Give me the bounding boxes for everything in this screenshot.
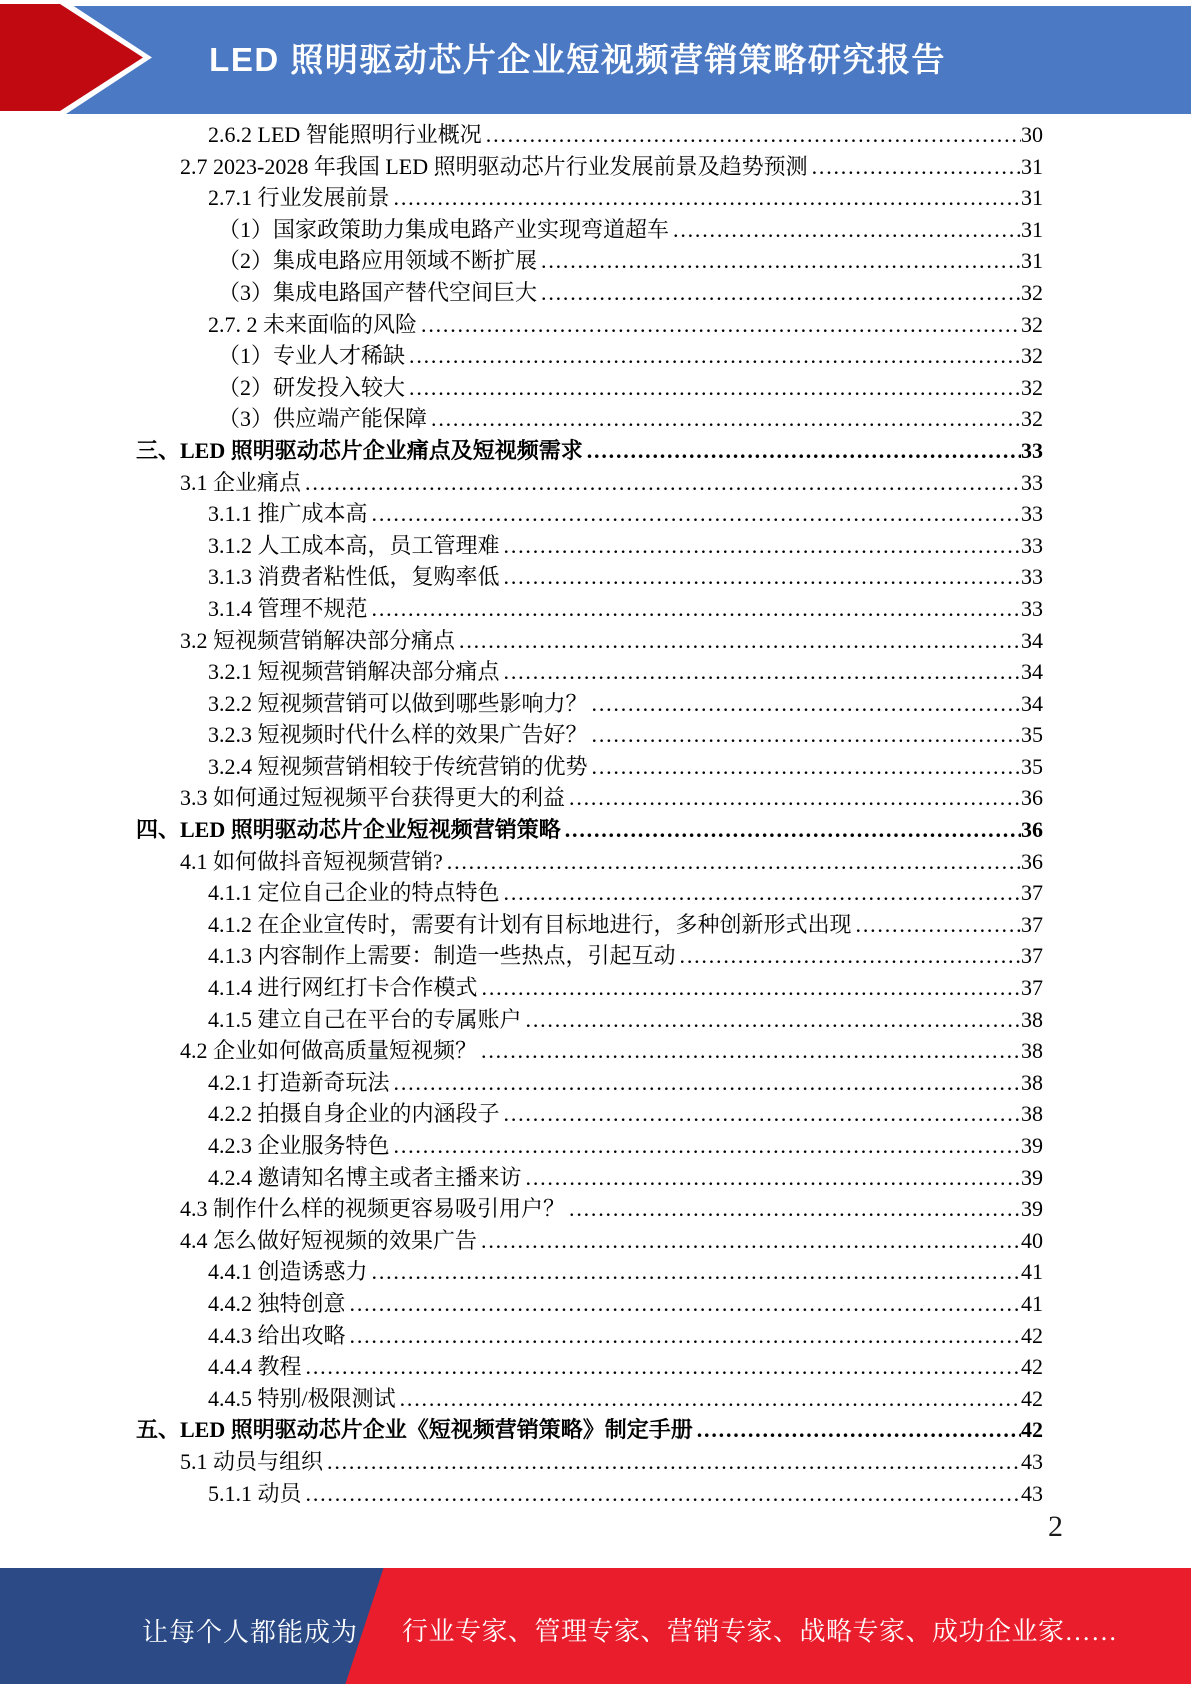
toc-entry-page: 38 [1021,1006,1043,1032]
toc-entry-page: 42 [1021,1417,1043,1443]
toc-entry [136,309,1043,341]
toc-entry-page: 34 [1021,690,1043,716]
toc-entry-label: 3.1.2 人工成本高，员工管理难 [208,532,500,558]
toc-dot-leader [522,1162,1021,1194]
toc-entry-page: 37 [1021,880,1043,906]
toc-entry-label: 3.2 短视频营销解决部分痛点 [180,627,456,653]
toc-entry-label: 三、LED 照明驱动芯片企业痛点及短视频需求 [136,437,583,463]
toc-entry-label: 4.2.3 企业服务特色 [208,1133,390,1158]
toc-dot-leader [500,1098,1021,1130]
toc-entry [136,498,1043,530]
toc-entry [136,782,1043,814]
toc-entry-page: 39 [1021,1164,1043,1190]
toc-entry-page: 30 [1021,122,1043,147]
toc-entry-label: 4.2.1 打造新奇玩法 [208,1069,390,1095]
toc-entry [136,656,1043,688]
toc-dot-leader [669,214,1021,246]
toc-entry-page: 33 [1021,532,1043,558]
toc-dot-leader [302,1351,1021,1383]
toc-entry-page: 42 [1021,1354,1043,1380]
toc-entry [136,151,1043,183]
toc-entry-page: 31 [1021,185,1043,211]
report-title: LED 照明驱动芯片企业短视频营销策略研究报告 [209,41,946,78]
toc-dot-leader [583,435,1021,467]
toc-entry-page: 31 [1021,248,1043,274]
toc-entry-label: 5.1 动员与组织 [180,1448,324,1474]
toc-entry-page: 38 [1021,1101,1043,1127]
toc-entry [136,846,1043,878]
toc-entry-page: 38 [1021,1038,1043,1064]
toc-entry [136,1256,1043,1288]
toc-dot-leader [323,1446,1021,1478]
toc-entry-page: 37 [1021,943,1043,969]
toc-entry-label: 4.4.5 特别/极限测试 [208,1385,396,1411]
toc-entry [136,1130,1043,1162]
toc-entry [136,940,1043,972]
toc-entry-page: 37 [1021,911,1043,937]
toc-entry-page: 32 [1021,311,1043,337]
toc-entry-page: 39 [1021,1133,1043,1158]
toc-entry-label: 五、LED 照明驱动芯片企业《短视频营销策略》制定手册 [136,1417,693,1443]
toc-entry-label: 4.2.4 邀请知名博主或者主播来访 [208,1164,522,1190]
toc-dot-leader [477,1225,1021,1257]
toc-entry-label: （1）专业人才稀缺 [218,343,406,369]
toc-entry-label: 4.4.2 独特创意 [208,1290,346,1316]
footer-slogan-right: 行业专家、管理专家、营销专家、战略专家、成功企业家…… [402,1617,1118,1646]
toc-entry-page: 43 [1021,1480,1043,1506]
toc-entry [136,1288,1043,1320]
toc-entry-page: 33 [1021,564,1043,590]
toc-entry-page: 34 [1021,627,1043,653]
toc-dot-leader [565,1193,1021,1225]
toc-entry [136,625,1043,657]
toc-dot-leader [301,467,1021,499]
toc-entry [136,245,1043,277]
toc-entry-label: 4.2.2 拍摄自身企业的内涵段子 [208,1101,500,1127]
toc-entry-page: 32 [1021,279,1043,305]
toc-entry-page: 32 [1021,374,1043,400]
toc-entry [136,1414,1043,1446]
toc-entry [136,814,1043,846]
toc-entry [136,972,1043,1004]
toc-entry [136,119,1043,151]
toc-entry [136,1383,1043,1415]
toc-dot-leader [561,814,1021,846]
toc-entry [136,1225,1043,1257]
toc-dot-leader [368,593,1021,625]
toc-dot-leader [405,340,1021,372]
toc-entry [136,1351,1043,1383]
toc-entry-label: （2）集成电路应用领域不断扩展 [218,248,538,274]
toc-dot-leader [368,1256,1021,1288]
toc-dot-leader [405,372,1021,404]
toc-entry-label: 四、LED 照明驱动芯片企业短视频营销策略 [136,817,561,843]
toc-entry [136,561,1043,593]
toc-dot-leader [676,940,1021,972]
toc-entry [136,909,1043,941]
toc-entry-label: 2.7. 2 未来面临的风险 [208,311,418,337]
toc-entry [136,1035,1043,1067]
toc-dot-leader [396,1383,1021,1415]
toc-entry-page: 42 [1021,1385,1043,1411]
toc-dot-leader [302,1478,1021,1510]
toc-entry-label: 3.1.4 管理不规范 [208,595,368,621]
table-of-contents [136,119,1043,1509]
toc-entry [136,1320,1043,1352]
toc-entry [136,214,1043,246]
toc-dot-leader [390,1130,1021,1162]
toc-entry-label: 4.1.1 定位自己企业的特点特色 [208,880,500,906]
toc-dot-leader [443,846,1021,878]
toc-entry-label: 2.6.2 LED 智能照明行业概况 [208,122,482,147]
toc-entry-label: 3.2.4 短视频营销相较于传统营销的优势 [208,753,588,779]
toc-entry-label: 3.2.3 短视频时代什么样的效果广告好？ [208,722,588,748]
toc-entry [136,403,1043,435]
toc-entry-label: 4.1 如何做抖音短视频营销? [180,848,443,874]
toc-entry-label: 4.1.2 在企业宣传时，需要有计划有目标地进行，多种创新形式出现 [208,911,852,937]
toc-entry [136,1162,1043,1194]
toc-entry-page: 38 [1021,1069,1043,1095]
toc-entry [136,1098,1043,1130]
toc-entry-page: 31 [1021,153,1043,179]
toc-entry-page: 36 [1021,817,1043,843]
toc-entry-page: 32 [1021,343,1043,369]
toc-entry-label: （1）国家政策助力集成电路产业实现弯道超车 [218,216,670,242]
toc-dot-leader [537,245,1021,277]
toc-entry-page: 33 [1021,595,1043,621]
toc-entry-label: 4.2 企业如何做高质量短视频？ [180,1038,478,1064]
toc-entry-page: 34 [1021,659,1043,685]
toc-entry [136,688,1043,720]
toc-entry [136,277,1043,309]
toc-entry-label: （2）研发投入较大 [218,374,406,400]
toc-dot-leader [427,403,1021,435]
toc-dot-leader [478,972,1021,1004]
toc-entry-page: 36 [1021,785,1043,811]
toc-entry [136,1067,1043,1099]
toc-entry-page: 33 [1021,437,1043,463]
toc-entry-label: 4.4 怎么做好短视频的效果广告 [180,1227,478,1253]
toc-entry [136,877,1043,909]
toc-entry [136,1004,1043,1036]
toc-dot-leader [588,719,1021,751]
toc-entry-page: 43 [1021,1448,1043,1474]
toc-dot-leader [852,909,1021,941]
toc-dot-leader [390,1067,1021,1099]
toc-dot-leader [500,530,1021,562]
toc-entry-page: 31 [1021,216,1043,242]
toc-dot-leader [368,498,1021,530]
toc-entry-label: 3.1.3 消费者粘性低，复购率低 [208,564,500,590]
toc-entry-label: 4.1.4 进行网红打卡合作模式 [208,975,478,1001]
toc-dot-leader [522,1004,1021,1036]
toc-entry [136,1446,1043,1478]
toc-dot-leader [346,1288,1021,1320]
toc-dot-leader [482,119,1021,151]
toc-entry [136,467,1043,499]
toc-entry-label: 3.1.1 推广成本高 [208,501,368,527]
report-header-banner [0,6,1191,114]
toc-entry-page: 33 [1021,469,1043,495]
toc-entry [136,530,1043,562]
toc-entry-label: 4.3 制作什么样的视频更容易吸引用户？ [180,1196,566,1222]
toc-entry-label: 4.4.3 给出攻略 [208,1322,346,1348]
toc-entry-label: 3.2.1 短视频营销解决部分痛点 [208,659,500,685]
toc-entry [136,1478,1043,1510]
toc-entry-label: 5.1.1 动员 [208,1480,302,1506]
toc-entry-label: 4.4.4 教程 [208,1354,302,1380]
toc-dot-leader [565,782,1021,814]
toc-entry-label: （3）供应端产能保障 [218,406,428,432]
toc-entry-label: 4.4.1 创造诱惑力 [208,1259,368,1285]
toc-entry [136,719,1043,751]
toc-dot-leader [588,751,1021,783]
toc-dot-leader [390,182,1021,214]
toc-entry-page: 42 [1021,1322,1043,1348]
toc-dot-leader [346,1320,1021,1352]
toc-entry [136,435,1043,467]
toc-entry-label: 2.7.1 行业发展前景 [208,185,390,211]
toc-entry-page: 41 [1021,1290,1043,1316]
toc-entry-label: 3.2.2 短视频营销可以做到哪些影响力？ [208,690,588,716]
toc-dot-leader [500,656,1021,688]
toc-entry [136,372,1043,404]
footer-banner [0,1568,1191,1684]
toc-entry [136,1193,1043,1225]
toc-dot-leader [693,1414,1021,1446]
toc-entry [136,182,1043,214]
toc-dot-leader [500,877,1021,909]
toc-dot-leader [588,688,1021,720]
toc-entry-label: 2.7 2023-2028 年我国 LED 照明驱动芯片行业发展前景及趋势预测 [180,153,808,179]
toc-entry-page: 35 [1021,753,1043,779]
toc-entry-page: 36 [1021,848,1043,874]
toc-entry [136,593,1043,625]
toc-entry-page: 40 [1021,1227,1043,1253]
red-arrow-icon [0,1,160,114]
footer-slogan-left: 让每个人都能成为 [142,1618,359,1647]
toc-dot-leader [537,277,1021,309]
toc-entry-page: 37 [1021,975,1043,1001]
toc-entry-page: 41 [1021,1259,1043,1285]
page-number: 2 [1048,1510,1063,1543]
toc-entry-label: 3.1 企业痛点 [180,469,302,495]
toc-entry-page: 32 [1021,406,1043,432]
toc-entry-page: 35 [1021,722,1043,748]
toc-entry-page: 33 [1021,501,1043,527]
toc-entry [136,340,1043,372]
toc-entry-label: 4.1.3 内容制作上需要：制造一些热点，引起互动 [208,943,676,969]
toc-entry-label: （3）集成电路国产替代空间巨大 [218,279,538,305]
toc-entry [136,751,1043,783]
toc-dot-leader [808,151,1021,183]
toc-entry-page: 39 [1021,1196,1043,1222]
toc-dot-leader [417,309,1021,341]
toc-dot-leader [477,1035,1021,1067]
toc-dot-leader [500,561,1021,593]
toc-entry-label: 3.3 如何通过短视频平台获得更大的利益 [180,785,566,811]
toc-entry-label: 4.1.5 建立自己在平台的专属账户 [208,1006,522,1032]
toc-dot-leader [455,625,1021,657]
